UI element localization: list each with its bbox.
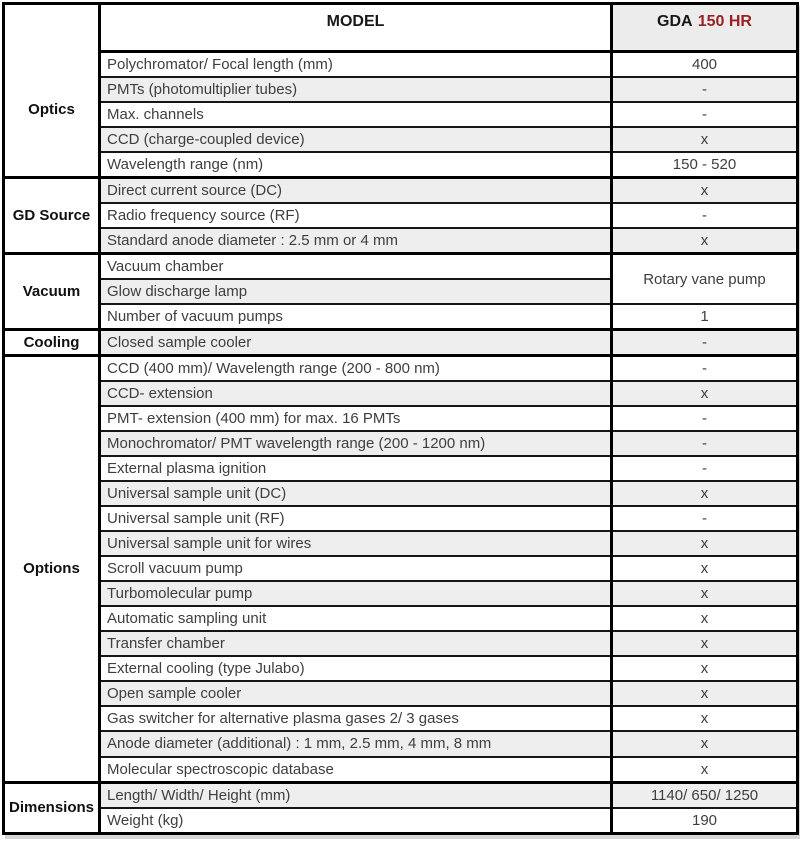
row-label: PMTs (photomultiplier tubes) <box>100 77 612 102</box>
row-label: Universal sample unit for wires <box>100 531 612 556</box>
table-row <box>4 506 798 531</box>
row-label: Open sample cooler <box>100 681 612 706</box>
table-row <box>4 808 798 834</box>
row-label: PMT- extension (400 mm) for max. 16 PMTs <box>100 406 612 431</box>
brand-text: GDA <box>657 13 693 30</box>
row-label: Anode diameter (additional) : 1 mm, 2.5 mm, 4 mm, 8 mm <box>100 731 612 756</box>
table-row <box>4 52 798 78</box>
table-row <box>4 304 798 330</box>
table-row <box>4 127 798 152</box>
row-value: 400 <box>612 52 798 78</box>
row-label: CCD (charge-coupled device) <box>100 127 612 152</box>
row-label: Direct current source (DC) <box>100 178 612 204</box>
table-row <box>4 606 798 631</box>
table-row <box>4 178 798 204</box>
row-value: x <box>612 731 798 756</box>
row-label: Vacuum chamber <box>100 254 612 280</box>
row-label: Universal sample unit (RF) <box>100 506 612 531</box>
table-row <box>4 77 798 102</box>
table-row <box>4 203 798 228</box>
table-row <box>4 531 798 556</box>
row-value: - <box>612 431 798 456</box>
row-value: x <box>612 656 798 681</box>
row-label: Closed sample cooler <box>100 330 612 356</box>
model-column-header: MODEL <box>100 4 612 52</box>
table-row <box>4 481 798 506</box>
table-row <box>4 581 798 606</box>
variant-text: 150 HR <box>697 13 752 30</box>
table-row <box>4 782 798 808</box>
row-value: x <box>612 581 798 606</box>
row-value: x <box>612 178 798 204</box>
row-label: Turbomolecular pump <box>100 581 612 606</box>
row-label: Scroll vacuum pump <box>100 556 612 581</box>
row-label: Glow discharge lamp <box>100 279 612 304</box>
row-value: - <box>612 330 798 356</box>
table-row <box>4 228 798 254</box>
row-label: Wavelength range (nm) <box>100 152 612 178</box>
row-value: x <box>612 228 798 254</box>
row-value: - <box>612 406 798 431</box>
table-row <box>4 330 798 356</box>
row-value: - <box>612 203 798 228</box>
row-label: Automatic sampling unit <box>100 606 612 631</box>
table-row <box>4 681 798 706</box>
product-column-header <box>612 4 798 52</box>
table-row <box>4 102 798 127</box>
row-value: x <box>612 381 798 406</box>
section-label-optics: Optics <box>4 4 100 178</box>
table-row <box>4 731 798 756</box>
row-label: Universal sample unit (DC) <box>100 481 612 506</box>
row-label: Weight (kg) <box>100 808 612 834</box>
table-row <box>4 431 798 456</box>
row-value: x <box>612 606 798 631</box>
table-row <box>4 406 798 431</box>
table-row <box>4 456 798 481</box>
row-value: - <box>612 356 798 382</box>
row-label: External cooling (type Julabo) <box>100 656 612 681</box>
row-value: - <box>612 77 798 102</box>
row-value: - <box>612 506 798 531</box>
row-value: x <box>612 556 798 581</box>
table-row <box>4 556 798 581</box>
row-label: Number of vacuum pumps <box>100 304 612 330</box>
row-value: 150 - 520 <box>612 152 798 178</box>
table-row <box>4 757 798 783</box>
row-value: x <box>612 631 798 656</box>
row-value: x <box>612 127 798 152</box>
section-label-options: Options <box>4 356 100 782</box>
row-value: 190 <box>612 808 798 834</box>
section-label-vacuum: Vacuum <box>4 254 100 330</box>
row-label: Radio frequency source (RF) <box>100 203 612 228</box>
specification-table <box>2 2 799 835</box>
row-value: x <box>612 531 798 556</box>
row-value-merged: Rotary vane pump <box>612 254 798 305</box>
row-label: Max. channels <box>100 102 612 127</box>
section-label-gd-source: GD Source <box>4 178 100 254</box>
section-label-cooling: Cooling <box>4 330 100 356</box>
row-label: CCD- extension <box>100 381 612 406</box>
section-label-dimensions: Dimensions <box>4 782 100 833</box>
row-label: Polychromator/ Focal length (mm) <box>100 52 612 78</box>
row-label: Length/ Width/ Height (mm) <box>100 782 612 808</box>
table-row <box>4 631 798 656</box>
row-value: x <box>612 681 798 706</box>
row-label: External plasma ignition <box>100 456 612 481</box>
header-row <box>4 4 798 52</box>
table-row <box>4 706 798 731</box>
row-value: 1 <box>612 304 798 330</box>
table-row <box>4 152 798 178</box>
row-value: x <box>612 706 798 731</box>
table-row <box>4 656 798 681</box>
table-row <box>4 381 798 406</box>
row-label: CCD (400 mm)/ Wavelength range (200 - 800 nm) <box>100 356 612 382</box>
table-row <box>4 254 798 280</box>
row-value: - <box>612 456 798 481</box>
row-label: Transfer chamber <box>100 631 612 656</box>
row-label: Gas switcher for alternative plasma gases 2/ 3 gases <box>100 706 612 731</box>
row-value: - <box>612 102 798 127</box>
row-value: 1140/ 650/ 1250 <box>612 782 798 808</box>
table-row <box>4 356 798 382</box>
row-label: Monochromator/ PMT wavelength range (200 - 1200 nm) <box>100 431 612 456</box>
row-value: x <box>612 757 798 783</box>
row-label: Molecular spectroscopic database <box>100 757 612 783</box>
row-value: x <box>612 481 798 506</box>
row-label: Standard anode diameter : 2.5 mm or 4 mm <box>100 228 612 254</box>
